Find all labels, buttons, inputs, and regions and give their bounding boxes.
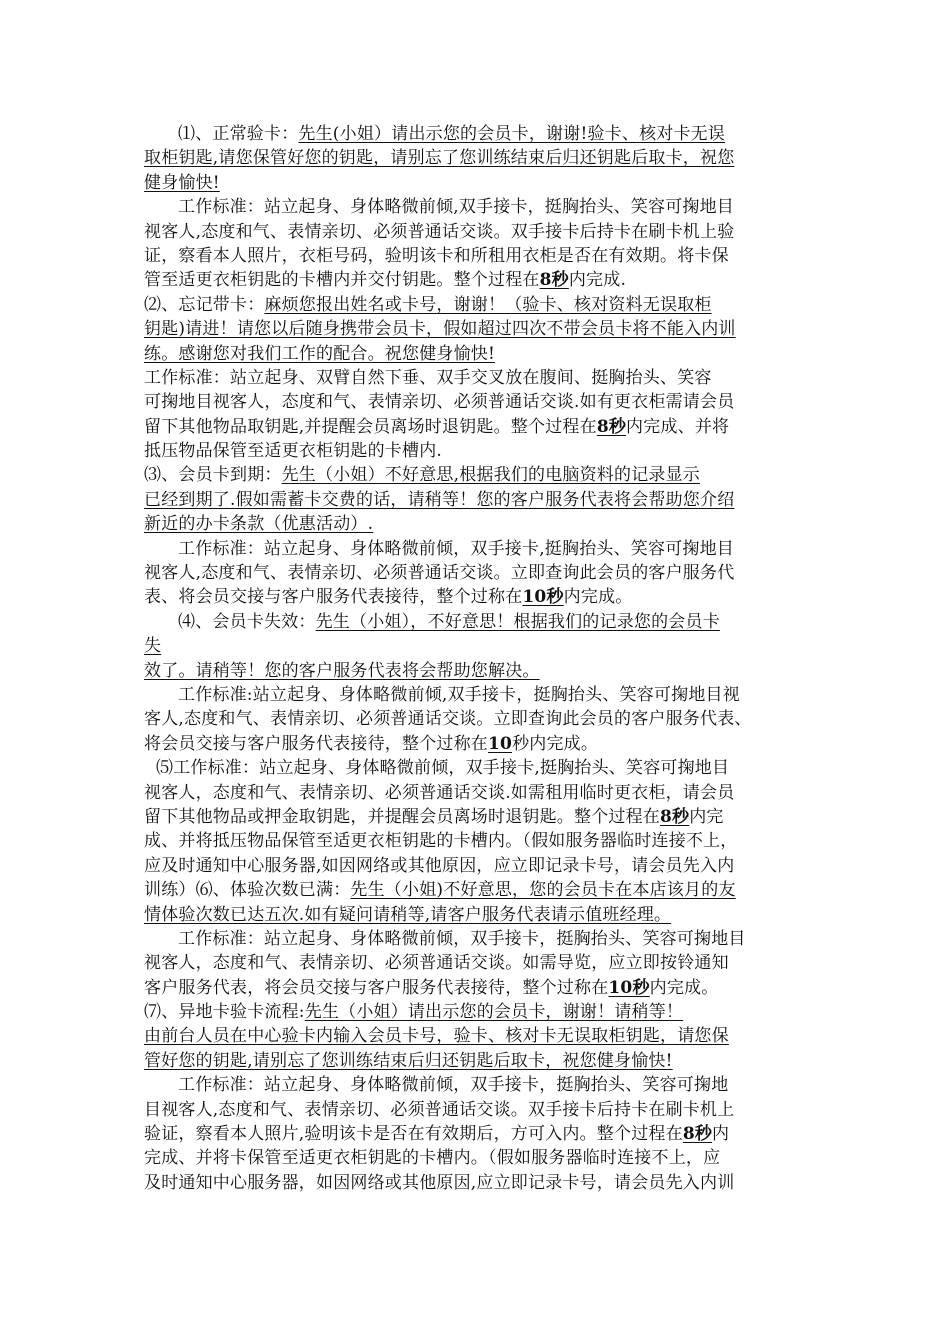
s4-standard-1: 工作标准:站立起身、身体略微前倾,双手接卡，挺胸抬头、笑容可掬地目视 xyxy=(178,684,740,705)
s1-heading: ⑴、正常验卡： xyxy=(178,124,299,144)
s3-line-2 xyxy=(144,488,808,512)
s7-line-3 xyxy=(144,1049,808,1073)
s7-standard-mid: 内 xyxy=(712,1124,730,1145)
s3-line-1 xyxy=(144,463,808,487)
s2-heading: ⑵、忘记带卡： xyxy=(144,294,265,315)
s3-standard-end: 内完成。 xyxy=(563,587,633,608)
s2-standard-mid: 内完成、并将 xyxy=(626,416,730,437)
s1-time-limit: 8秒 xyxy=(539,270,569,291)
s3-standard-2: 视客人,态度和气、表情亲切、必须普通话交谈。立即查询此会员的客户服务代 xyxy=(144,563,735,584)
s3-time-limit: 10秒 xyxy=(522,587,564,608)
s3-line-3 xyxy=(144,512,808,536)
s1-script-cont: 取柜钥匙,请您保管好您的钥匙，请别忘了您训练结束后归还钥匙后取卡，祝您 xyxy=(144,148,735,169)
s4-line-1 xyxy=(144,610,808,634)
s3-heading: ⑶、会员卡到期： xyxy=(144,465,282,486)
s6-script: 先生（小姐)不好意思，您的会员卡在本店该月的友 xyxy=(350,880,736,901)
s2-standard-4: 抵压物品保管至适更衣柜钥匙的卡槽内. xyxy=(144,441,443,462)
s2-script-cont: 钥匙)请进！请您以后随身携带会员卡，假如超过四次不带会员卡将不能入内训 xyxy=(144,319,736,340)
s6-line-1 xyxy=(144,878,808,902)
s1-script: 先生(小姐）请出示您的会员卡，谢谢!验卡、核对卡无误 xyxy=(298,124,726,144)
s7-script-end: 管好您的钥匙,请别忘了您训练结束后归还钥匙后取卡，祝您健身愉快! xyxy=(144,1050,673,1071)
s7-standard-3 xyxy=(144,1122,808,1146)
s3-script-cont: 已经到期了.假如需蓄卡交费的话，请稍等！您的客户服务代表将会帮助您介绍 xyxy=(144,489,735,510)
s7-line-2 xyxy=(144,1024,808,1048)
s6-standard-1: 工作标准：站立起身、身体略微前倾，双手接卡，挺胸抬头、笑容可掬地目 xyxy=(178,928,746,949)
s5-standard-1: ⑸工作标准：站立起身、身体略微前倾，双手接卡,挺胸抬头、笑容可掬地目 xyxy=(156,758,730,779)
s2-standard-2: 可掬地目视客人，态度和气、表情亲切、必须普通话交谈.如有更衣柜需请会员 xyxy=(144,392,735,413)
s4-standard-3 xyxy=(144,732,808,756)
s4-script-cont: 失 xyxy=(144,636,162,657)
s7-standard-text: 验证，察看本人照片,验明该卡是否在有效期后，方可入内。整个过程在 xyxy=(144,1124,683,1145)
s6-standard-2: 视客人，态度和气、表情亲切、必须普通话交谈。如需导览，应立即按铃通知 xyxy=(144,953,729,974)
s6-time-limit: 10秒 xyxy=(608,977,650,998)
s5-standard-4: 成、并将抵压物品保管至适更衣柜钥匙的卡槽内。（假如服务器临时连接不上， xyxy=(144,831,738,852)
s4-line-3 xyxy=(144,659,808,683)
s2-script: 麻烦您报出姓名或卡号，谢谢！（验卡、核对资料无误取柜 xyxy=(264,294,712,315)
s2-line-2 xyxy=(144,317,808,341)
s7-standard-1: 工作标准：站立起身、身体略微前倾，双手接卡，挺胸抬头、笑容可掬地 xyxy=(178,1075,729,1096)
s6-line-2 xyxy=(144,903,808,927)
s3-standard-text: 表、将会员交接与客户服务代表接待，整个过称在 xyxy=(144,587,523,608)
s4-script-end: 效了。请稍等！您的客户服务代表将会帮助您解决。 xyxy=(144,660,540,681)
s5-standard-text: 留下其他物品或押金取钥匙，并提醒会员离场时退钥匙。整个过程在 xyxy=(144,806,660,827)
s1-standard-end: 内完成. xyxy=(568,270,627,291)
document-page xyxy=(144,122,808,1195)
s5-standard-2: 视客人，态度和气、表情亲切、必须普通话交谈.如需租用临时更衣柜，请会员 xyxy=(144,782,735,803)
s1-standard-2: 视客人,态度和气、表情亲切、必须普通话交谈。双手接卡后持卡在刷卡机上验 xyxy=(144,221,735,242)
s6-heading: 训练）⑹、体验次数已满： xyxy=(144,880,351,901)
s2-line-3 xyxy=(144,342,808,366)
s3-standard-3 xyxy=(144,585,808,609)
s6-standard-3 xyxy=(144,976,808,1000)
s4-standard-2: 客人,态度和气、表情亲切、必须普通话交谈。立即查询此会员的客户服务代表、 xyxy=(144,709,752,730)
s1-line-1 xyxy=(144,122,808,146)
s6-script-end: 情体验次数已达五次.如有疑问请稍等,请客户服务代表请示值班经理。 xyxy=(144,904,672,925)
s5-standard-5: 应及时通知中心服务器,如因网络或其他原因，应立即记录卡号，请会员先入内 xyxy=(144,855,735,876)
s7-heading: ⑺、异地卡验卡流程: xyxy=(144,1002,305,1023)
s2-script-end: 练。感谢您对我们工作的配合。祝您健身愉快! xyxy=(144,343,496,364)
s1-line-3 xyxy=(144,171,808,195)
s7-script-cont: 由前台人员在中心验卡内输入会员卡号，验卡、核对卡无误取柜钥匙，请您保 xyxy=(144,1026,729,1047)
s4-standard-end: 秒内完成。 xyxy=(512,733,599,754)
s5-standard-mid: 内完 xyxy=(689,806,724,827)
s2-time-limit: 8秒 xyxy=(596,416,627,437)
s3-script-end: 新近的办卡条款（优惠活动）. xyxy=(144,514,374,535)
s5-time-limit: 8秒 xyxy=(660,806,690,827)
s1-line-2 xyxy=(144,146,808,170)
s1-standard-4 xyxy=(144,268,808,292)
s1-standard-text: 管至适更衣柜钥匙的卡槽内并交付钥匙。整个过程在 xyxy=(144,270,540,291)
s1-standard-1: 工作标准：站立起身、身体略微前倾,双手接卡，挺胸抬头、笑容可掬地目 xyxy=(178,197,735,218)
s2-line-1 xyxy=(144,293,808,317)
s4-time-limit: 10 xyxy=(488,733,513,754)
s7-standard-4: 完成、并将卡保管至适更衣柜钥匙的卡槽内。（假如服务器临时连接不上，应 xyxy=(144,1148,721,1169)
s7-time-limit: 8秒 xyxy=(682,1124,713,1145)
s1-script-end: 健身愉快! xyxy=(144,172,220,193)
s1-standard-3: 证，察看本人照片，衣柜号码，验明该卡和所租用衣柜是否在有效期。将卡保 xyxy=(144,245,729,266)
s7-standard-2: 目视客人,态度和气、表情亲切、必须普通话交谈。双手接卡后持卡在刷卡机上 xyxy=(144,1099,735,1120)
s7-line-1 xyxy=(144,1000,808,1024)
s6-standard-end: 内完成。 xyxy=(649,977,719,998)
s4-standard-text: 将会员交接与客户服务代表接待，整个过称在 xyxy=(144,733,488,754)
s5-standard-3 xyxy=(144,805,808,829)
s2-standard-3 xyxy=(144,415,808,439)
s4-heading: ⑷、会员卡失效： xyxy=(178,611,316,632)
s2-standard-text: 留下其他物品取钥匙,并提醒会员离场时退钥匙。整个过程在 xyxy=(144,416,597,437)
s3-script: 先生（小姐）不好意思,根据我们的电脑资料的记录显示 xyxy=(281,465,701,486)
s2-standard-1: 工作标准：站立起身、双臂自然下垂、双手交叉放在腹间、挺胸抬头、笑容 xyxy=(144,367,712,388)
s4-script: 先生（小姐），不好意思！根据我们的记录您的会员卡 xyxy=(315,611,720,632)
s3-standard-1: 工作标准：站立起身、身体略微前倾，双手接卡,挺胸抬头、笑容可掬地目 xyxy=(178,538,735,559)
s7-standard-5: 及时通知中心服务器，如因网络或其他原因,应立即记录卡号，请会员先入内训 xyxy=(144,1172,735,1193)
s7-script: 先生（小姐）请出示您的会员卡，谢谢！请稍等！ xyxy=(304,1002,684,1023)
s4-line-2 xyxy=(144,634,808,658)
s6-standard-text: 客户服务代表，将会员交接与客户服务代表接待，整个过称在 xyxy=(144,977,609,998)
